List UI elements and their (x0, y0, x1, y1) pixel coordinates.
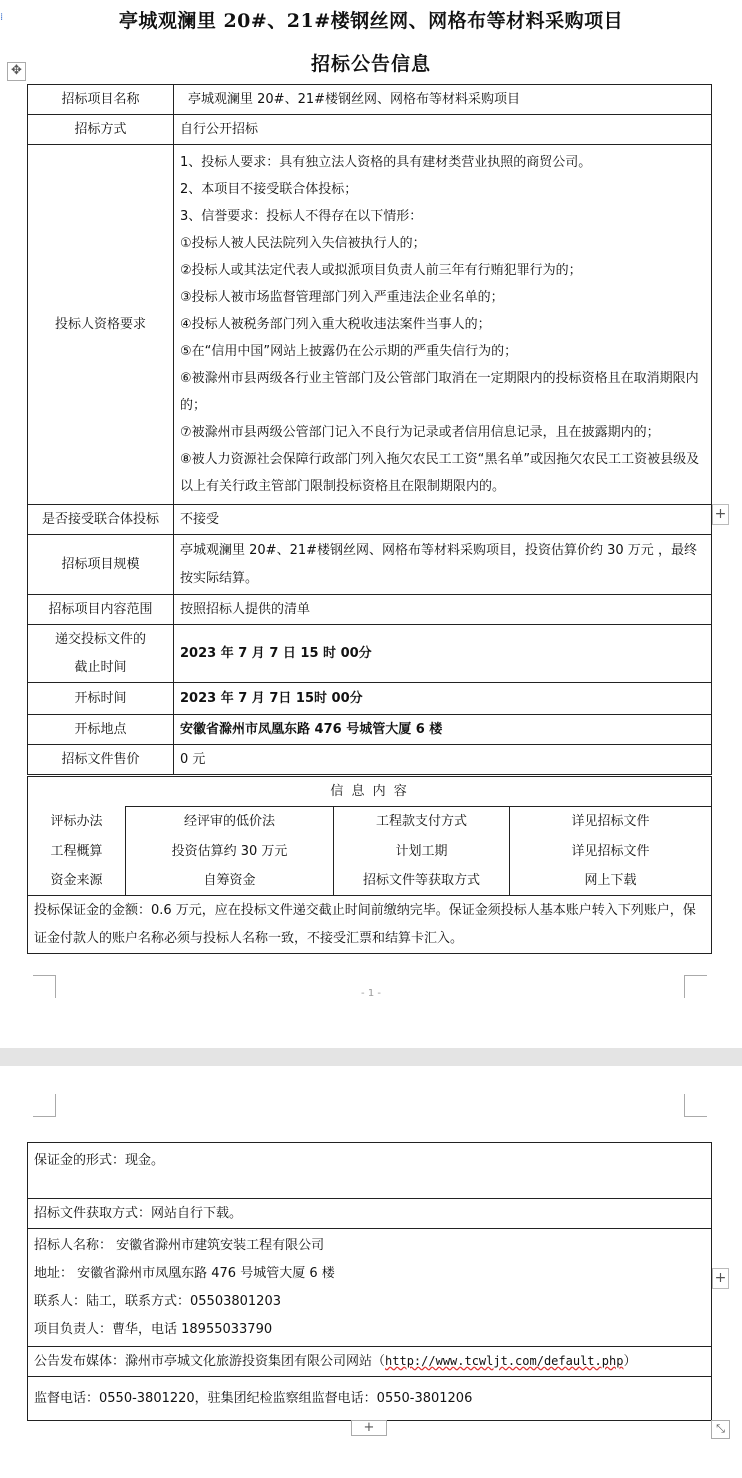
table-move-handle-icon[interactable]: ✥ (7, 62, 26, 81)
main-table (27, 84, 712, 775)
table-row (28, 85, 712, 115)
scale-value: 亭城观澜里 20#、21#楼钢丝网、网格布等材料采购项目，投资估算价约 30 万元 ，最终按实际结算。 (174, 535, 712, 595)
table-row (28, 807, 712, 837)
page-corner-mark (684, 1094, 707, 1117)
table-row (28, 595, 712, 625)
table-row (28, 625, 712, 683)
qualification-value (174, 145, 712, 505)
add-row-plus-icon[interactable]: + (712, 1268, 729, 1289)
publish-media-link[interactable]: http://www.tcwljt.com/default.php (385, 1353, 624, 1368)
table-row (28, 1377, 712, 1421)
qualification-line: 3、信誉要求：投标人不得存在以下情形： (180, 209, 423, 224)
publish-media (28, 1347, 712, 1377)
scope-label: 招标项目内容范围 (28, 595, 174, 625)
info-cell: 计划工期 (334, 837, 510, 867)
add-row-plus-icon[interactable]: + (712, 504, 729, 525)
deposit-form: 保证金的形式：现金。 (28, 1143, 712, 1199)
table-row (28, 683, 712, 715)
project-name-value: 亭城观澜里 20#、21#楼钢丝网、网格布等材料采购项目 (174, 85, 712, 115)
info-cell: 自筹资金 (126, 867, 334, 896)
info-cell: 招标文件等获取方式 (334, 867, 510, 896)
tenderer-name: 招标人名称： 安徽省滁州市建筑安装工程有限公司 (34, 1237, 325, 1253)
info-cell: 工程款支付方式 (334, 807, 510, 837)
deadline-label-line1: 递交投标文件的 (54, 631, 146, 647)
open-time-label: 开标时间 (28, 683, 174, 715)
price-label: 招标文件售价 (28, 745, 174, 775)
tenderer-info (28, 1229, 712, 1347)
publish-media-prefix: 公告发布媒体：滁州市亭城文化旅游投资集团有限公司网站（ (34, 1353, 386, 1369)
publish-media-suffix: ） (623, 1353, 637, 1369)
tenderer-contact: 联系人：陆工，联系方式：05503801203 (34, 1293, 281, 1309)
method-value: 自行公开招标 (174, 115, 712, 145)
deadline-label (28, 625, 174, 683)
table-row (28, 1143, 712, 1199)
consortium-value: 不接受 (174, 505, 712, 535)
info-cell: 工程概算 (28, 837, 126, 867)
info-cell: 资金来源 (28, 867, 126, 896)
qualification-line: 1、投标人要求：具有独立法人资格的具有建材类营业执照的商贸公司。 (180, 155, 592, 170)
table-row (28, 115, 712, 145)
page-corner-mark (33, 1094, 56, 1117)
qualification-line: ①投标人被人民法院列入失信被执行人的； (180, 236, 426, 251)
table-row (28, 867, 712, 896)
deposit-text: 投标保证金的金额：0.6 万元，应在投标文件递交截止时间前缴纳完毕。保证金须投标人基本账户转入下列账户，保证金付款人的账户名称必须与投标人名称一致，不接受汇票和结算卡汇入。 (28, 896, 712, 954)
table-row (28, 777, 712, 807)
info-table (27, 776, 712, 954)
scale-label: 招标项目规模 (28, 535, 174, 595)
info-cell: 详见招标文件 (510, 837, 712, 867)
page2-table (27, 1142, 712, 1421)
open-place-value: 安徽省滁州市凤凰东路 476 号城管大厦 6 楼 (174, 715, 712, 745)
table-row (28, 1347, 712, 1377)
qualification-line: ④投标人被税务部门列入重大税收违法案件当事人的； (180, 317, 491, 332)
info-header: 信 息 内 容 (28, 777, 712, 807)
qualification-line: ⑥被滁州市县两级各行业主管部门及公管部门取消在一定期限内的投标资格且在取消期限内的； (180, 371, 699, 413)
supervision-phone: 监督电话：0550-3801220，驻集团纪检监察组监督电话：0550-3801206 (28, 1377, 712, 1421)
open-time-value: 2023 年 7 月 7日 15时 00分 (174, 683, 712, 715)
table-row (28, 896, 712, 954)
table-row (28, 715, 712, 745)
tenderer-address: 地址： 安徽省滁州市凤凰东路 476 号城管大厦 6 楼 (34, 1265, 335, 1281)
table-resize-handle-icon[interactable]: ⤡ (711, 1420, 730, 1439)
table-row (28, 1229, 712, 1347)
table-row (28, 145, 712, 505)
price-value: 0 元 (174, 745, 712, 775)
table-row (28, 535, 712, 595)
deadline-label-line2: 截止时间 (74, 659, 127, 675)
project-manager: 项目负责人：曹华，电话 18955033790 (34, 1321, 273, 1337)
qualification-line: 2、本项目不接受联合体投标； (180, 182, 358, 197)
add-row-bottom-plus-icon[interactable]: + (351, 1420, 387, 1436)
document-subtitle: 招标公告信息 (310, 53, 431, 75)
deadline-value: 2023 年 7 月 7 日 15 时 00分 (174, 625, 712, 683)
table-row (28, 505, 712, 535)
scope-value: 按照招标人提供的清单 (174, 595, 712, 625)
info-cell: 投资估算约 30 万元 (126, 837, 334, 867)
info-cell: 网上下载 (510, 867, 712, 896)
cursor-mark: ⁞ (0, 12, 4, 23)
qualification-line: ⑧被人力资源社会保障行政部门列入拖欠农民工工资“黑名单”或因拖欠农民工工资被县级及以上有关行政主管部门限制投标资格且在限制期限内的。 (180, 452, 700, 494)
project-name-label: 招标项目名称 (28, 85, 174, 115)
qualification-label: 投标人资格要求 (28, 145, 174, 505)
doc-access: 招标文件获取方式：网站自行下载。 (28, 1199, 712, 1229)
info-cell: 详见招标文件 (510, 807, 712, 837)
qualification-line: ②投标人或其法定代表人或拟派项目负责人前三年有行贿犯罪行为的； (180, 263, 582, 278)
document-title: 亭城观澜里 20#、21#楼钢丝网、网格布等材料采购项目 (118, 10, 624, 32)
qualification-line: ③投标人被市场监督管理部门列入严重违法企业名单的； (180, 290, 504, 305)
info-cell: 经评审的低价法 (126, 807, 334, 837)
info-cell: 评标办法 (28, 807, 126, 837)
table-row (28, 745, 712, 775)
open-place-label: 开标地点 (28, 715, 174, 745)
qualification-line: ⑦被滁州市县两级公管部门记入不良行为记录或者信用信息记录，且在披露期内的； (180, 425, 660, 440)
consortium-label: 是否接受联合体投标 (28, 505, 174, 535)
page-gap (0, 1048, 742, 1066)
table-row (28, 837, 712, 867)
page-number: - 1 - (361, 988, 381, 999)
method-label: 招标方式 (28, 115, 174, 145)
qualification-line: ⑤在“信用中国”网站上披露仍在公示期的严重失信行为的； (180, 344, 518, 359)
table-row (28, 1199, 712, 1229)
